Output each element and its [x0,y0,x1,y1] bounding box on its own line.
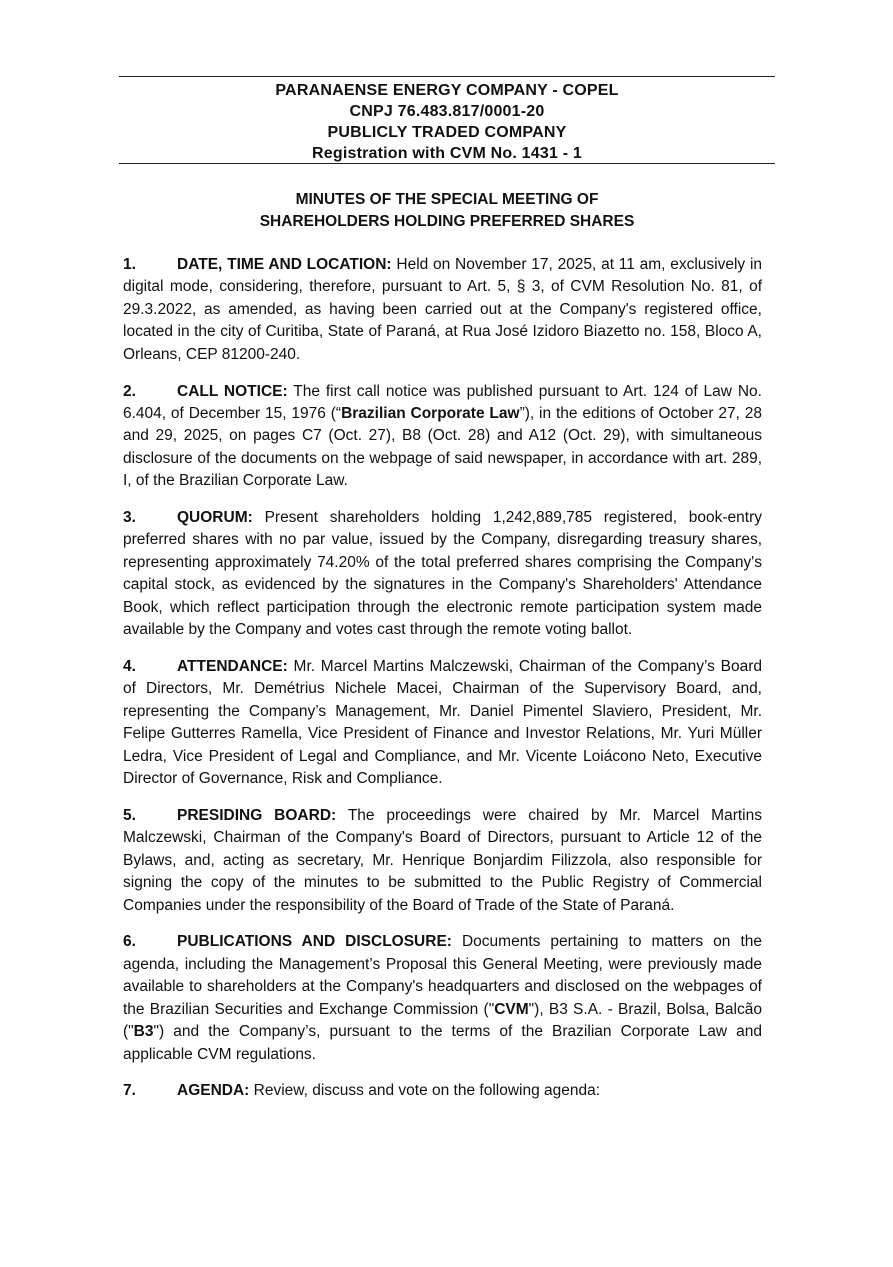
item-attendance [123,656,762,790]
item-text: Review, discuss and vote on the following agenda: [253,1082,601,1100]
item-heading: DATE, TIME AND LOCATION: [177,256,392,273]
company-header [119,76,775,164]
item-text: Mr. Marcel Martins Malczewski, Chairman of the Company’s Board of Directors, Mr. Demétrius Nichele Macei, Chairman of the Supervisory Board, and, representing the Company’s Management, Mr. Daniel Pimentel Slaviero, President, Mr. Felipe Gutterres Ramella, Vice President of Finance and Investor Relations, Mr. Yuri Müller Ledra, Vice President of Legal and Compliance, and Mr. Vicente Loiácono Neto, Executive Director of Governance, Risk and Compliance. [123,658,762,788]
item-text: Present shareholders holding 1,242,889,785 registered, book-entry preferred shares with no par value, issued by the Company, disregarding treasury shares, representing approximately 74.20% of the total preferred shares comprising the Company's capital stock, as evidenced by the signatures in the Company's Shareholders' Attendance Book, which reflect participation through the electronic remote participation system made available by the Company and votes cast through the remote voting ballot. [123,509,763,639]
company-type: PUBLICLY TRADED COMPANY [327,124,567,141]
document-title [119,189,775,233]
item-heading: AGENDA: [177,1082,250,1100]
item-number: 5. [123,806,136,824]
item-agenda [123,1080,762,1102]
defined-term: Brazilian Corporate Law [341,404,520,422]
defined-term: B3 [133,1023,154,1041]
item-text: ") and the Company’s, pursuant to the terms of the Brazilian Corporate Law and applicable CVM regulations. [123,1023,762,1063]
item-heading: CALL NOTICE: [177,382,288,400]
item-heading: QUORUM: [177,509,253,527]
item-publications-disclosure [123,931,762,1065]
item-number: 3. [123,509,136,527]
item-heading: ATTENDANCE: [177,658,288,675]
title-line-2: SHAREHOLDERS HOLDING PREFERRED SHARES [259,213,635,230]
item-quorum [123,507,762,641]
item-number: 4. [123,658,136,675]
item-date-time-location [123,254,762,366]
company-name: PARANAENSE ENERGY COMPANY - COPEL [275,82,619,99]
item-heading: PUBLICATIONS AND DISCLOSURE: [177,933,452,951]
item-number: 2. [123,382,136,400]
minutes-body [123,254,762,1117]
item-text: The proceedings were chaired by Mr. Marcel Martins Malczewski, Chairman of the Company's Board of Directors, pursuant to Article 12 of the Bylaws, and, acting as secretary, Mr. Henrique Bonjardim Filizzola, also responsible for signing the copy of the minutes to be submitted to the Public Registry of Commercial Companies under the responsibility of the Board of Trade of the State of Paraná. [123,806,762,914]
item-text: Documents pertaining to matters on the agenda, including the Management’s Proposal this General Meeting, were previously made available to shareholders at the Company's headquarters and disclosed on the webpages of the Brazilian Securities and Exchange Commission (" [123,933,762,1018]
item-call-notice [123,381,762,493]
item-number: 1. [123,256,136,273]
item-number: 6. [123,933,136,951]
item-text: "), B3 S.A. - Brazil, Bolsa, Balcão (" [123,1000,762,1041]
company-cnpj: CNPJ 76.483.817/0001-20 [349,103,545,120]
item-presiding-board [123,805,762,917]
cvm-registration: Registration with CVM No. 1431 - 1 [312,145,582,162]
defined-term: CVM [494,1000,529,1018]
item-heading: PRESIDING BOARD: [177,806,337,824]
item-number: 7. [123,1082,136,1100]
item-text: Held on November 17, 2025, at 11 am, exclusively in digital mode, considering, therefore, pursuant to Art. 5, § 3, of CVM Resolution No. 81, of 29.3.2022, as amended, as having been carried out at the Company's registered office, located in the city of Curitiba, State of Paraná, at Rua José Izidoro Biazetto no. 158, Bloco A, Orleans, CEP 81200-240. [123,256,763,363]
title-line-1: MINUTES OF THE SPECIAL MEETING OF [295,191,599,208]
item-text: The first call notice was published pursuant to Art. 124 of Law No. 6.404, of December 15, 1976 (“ [123,382,762,422]
item-text: ”), in the editions of October 27, 28 and 29, 2025, on pages C7 (Oct. 27), B8 (Oct. 28) and A12 (Oct. 29), with simultaneous disclosure of the documents on the webpage of said newspaper, in accordance with art. 289, I, of the Brazilian Corporate Law. [123,404,762,490]
